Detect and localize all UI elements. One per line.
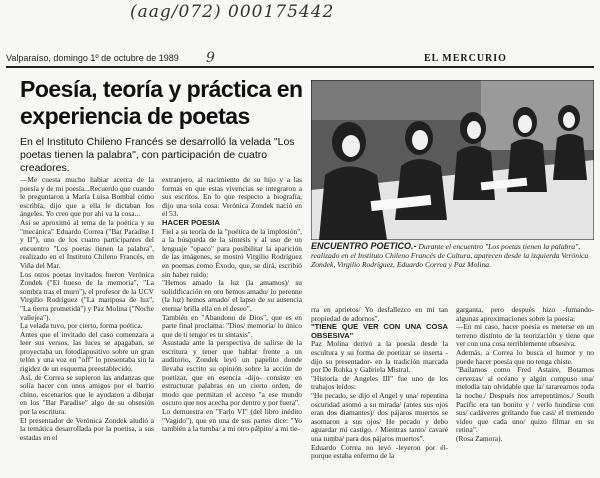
paragraph: La velada tuvo, por cierto, forma poética.	[20, 321, 143, 331]
paragraph: "Bailamos como Fred Astaire, Botamos cervezas/ al océano y algún compuso una/ melodía tan olvidable que la/ tararearnos toda la noche./ Después nos arrepentimos./ South Pacific era tan bonito y / verlo hundirse con sus/ cadáveres grrítando fue casi/ el tremendo video que cada uno/ quizo filmar en su retina".	[456, 365, 594, 435]
byline: (Rosa Zamora).	[456, 433, 503, 443]
paragraph: Antes que el invitado del caso comenzara a leer sus versos, las luces se apagaban, se proyectaba un fotodiapositivo sobre un gran telón y una voz en "off" lo presentaba sin la rigidez de un esquema preestablecido.	[20, 329, 154, 374]
caption-body: Durante el encuentro "Los poetas tienen la palabra", realizado en el Instituto Chileno Francés de Cultura, aparecen desde la izquierda Verónica Zondek, Virgilio Rodríguez, Eduardo Correa y Paz Molina.	[311, 242, 589, 269]
column-3	[311, 306, 448, 468]
paragraph: Así se aproximó al tema de la poética y su "mecánica" Eduardo Correa ("Bar Paradise I y II"), uno de los cuatro participantes del encuentro "Los poetas tienen la palabra", realizado en el Instituto Chileno Francés, en Viña del Mar.	[20, 217, 154, 270]
paragraph: Además, a Correa lo busca el humor y no puede hacer poesía que no tenga chiste.	[456, 347, 594, 366]
header-rule	[6, 66, 594, 68]
paragraph: Los otros poetas invitados fueron Verónica Zondek ("El hueso de la memoria", "La sombra tras el muro"), el profesor de la UCV Virgilio Rodríguez ("La mariposa de luz", "La tierra prometida") y Paz Molina ("Noche vallejea").	[20, 269, 154, 322]
event-photo	[311, 80, 594, 240]
archive-number: (aag/072) 000175442	[130, 2, 335, 22]
dateline: Valparaíso, domingo 1º de octubre de 1989	[6, 53, 179, 63]
paragraph: garganta, pero después hizo -fumando- algunas aproximaciones sobre la poesía:	[456, 306, 594, 323]
paragraph: Asustada ante la perspectiva de salirse de la escritura y tener que hablar frente a un auditorio, Zondek leyó un papelito donde llevaba escrito su opinión sobre la acción de poetizar, que en esencia -dijo- consiste en estructurar palabras en un cierto orden, de modo que permitan el acceso "a ese mundo oscuro que nos acecha por dentro y por fuera".	[162, 338, 302, 408]
subhead-hacer-poesia: HACER POESIA	[162, 217, 220, 227]
column-4	[456, 306, 594, 468]
paragraph: rra en aprietos/ Yo desfallezco en mi tan propiedad de adornos".	[311, 306, 448, 323]
column-2	[162, 176, 302, 468]
caption-lead: ENCUENTRO POETICO.-	[311, 241, 417, 251]
paragraph: "Hemos amado la luz (la amamos)/ su solidificación en oro hemos amado/ lo perenne (la luz) hemos amado/ el lapso de su ausencia eterna/ brilla ella en el deseo".	[162, 278, 302, 313]
paragraph: También en "Abandono de Dios", que es en parte final proclama: "Dios/ memoria/ lo único que de ti tengo/ es tu sintaxis".	[162, 312, 302, 339]
headline: Poesía, teoría y práctica en experiencia de poetas	[20, 76, 303, 129]
paragraph: "Historia de Angeles III" fue uno de los trabajos leídos:	[311, 373, 448, 392]
deck: En el Instituto Chileno Francés se desarrolló la velada "Los poetas tienen la palabra", con participación de cuatro creadores.	[20, 136, 295, 174]
paragraph: "He pecado, se dijo el Angel y una/ repentina oscuridad asomó a su mirada/ (antes sus ojos eran dos diamantes)/ dos pájaros muertos se asomaron a sus ojos/ He pecado y debo aguardar mi castigo. / Mientras tanto/ cavaré una tumba/ para dos pájaros muertos".	[311, 390, 448, 443]
paragraph: Paz Molina derivó a la poesía desde la escultura y su forma de poetizar se inserta -dijo su presentador- en la tradición marcada por De Rohka y Gabriela Mistral.	[311, 339, 448, 375]
newspaper-name: EL MERCURIO	[424, 53, 507, 64]
photo-image	[311, 80, 594, 240]
column-1	[20, 176, 154, 454]
paragraph: El presentador de Verónica Zondek aludió a la temática desarrollada por la poetisa, a sus estadas en el	[20, 415, 154, 442]
paragraph: —Me cuesta mucho habiar acerca de la poesía y de mi poesía...Recuerdo que cuando le preguntaron a María Luisa Bombal cómo escribía, dijo que a ella le dictaban los ángeles. Yo creo que por ahí va la cosa...	[20, 176, 154, 219]
paragraph: Fiel a su teoría de la "poética de la implosión", a la búsqueda de la síntesis y al uso de un lenguaje "opaco" para posibilitar la aparición de las imágenes, se mostró Virgilio Rodríguez en poemas como Éxodo, que, se dirá, escribió sin haber ruido:	[162, 226, 302, 279]
paragraph: Lo demuestra en "Farlo VI" (del libro inédito "Vagido"), que en una de sus partes dice: "Yo también a la tumba/ a mi otro pálpito/ a mi tie-	[162, 407, 302, 434]
paragraph: extranjero, al nacimiento de su hijo y a las formas en que estas vivencias se integraron a sus escritos. En lo que respecto a biografía, dijo una sola cosa: Verónica Zondek nació en el 53.	[162, 176, 302, 219]
subhead-obsesiva: "TIENE QUE VER CON UNA COSA OBSESIVA"	[311, 322, 448, 340]
paragraph: Así, de Correa se supieron las andanzas que solía hacer con unos amigos por el barrio chino, escenarios que le ayudaron a dibujar en los "Bar Paradise" algo de su obsesión por la escritura.	[20, 372, 154, 417]
photo-caption	[311, 242, 594, 269]
page-number: 9	[206, 50, 215, 66]
paragraph: —En mi caso, hacer poesía es meterse en un terreno distinto de la teorización y tiene que ver con una cosa terriblemente obsesiva.	[456, 322, 594, 349]
paragraph: Eduardo Correa no leyó -leyeron por él- porque estaba enfermo de la	[311, 442, 448, 461]
